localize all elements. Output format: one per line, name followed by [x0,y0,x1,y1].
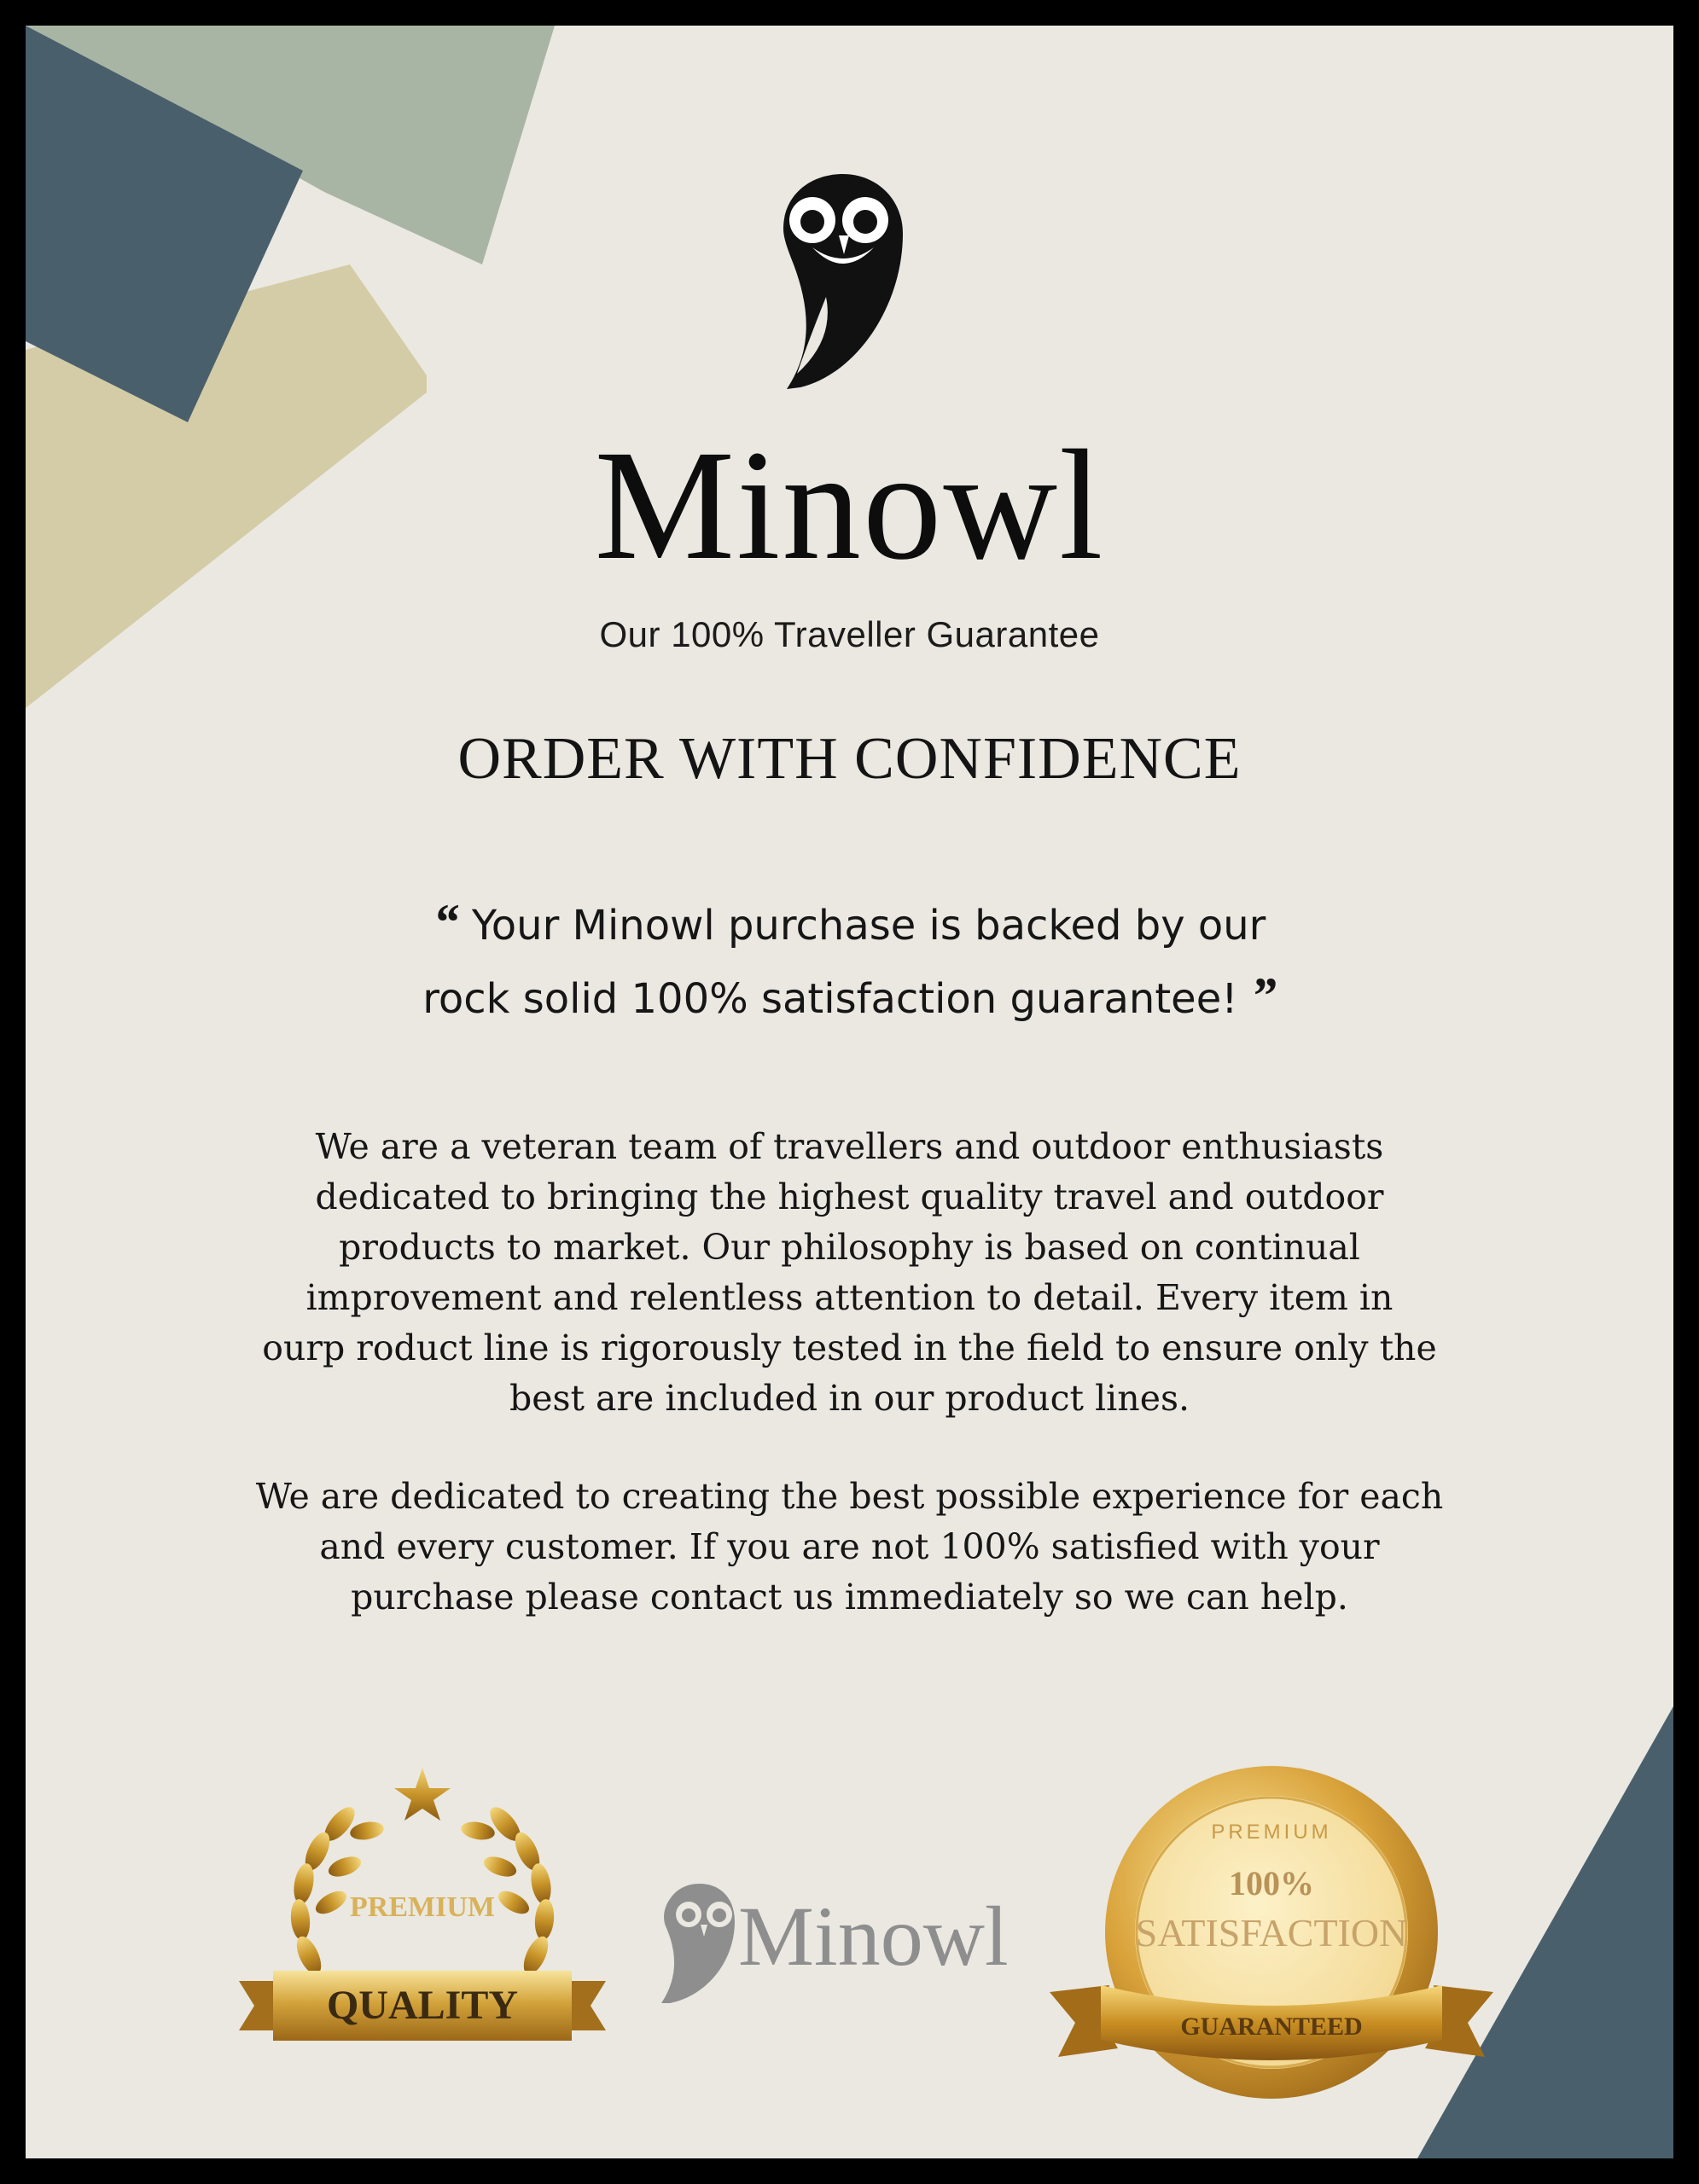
seal-label-text: SATISFACTION [1135,1911,1408,1955]
brand-tagline: Our 100% Traveller Guarantee [599,614,1100,654]
paragraph-line: ourp roduct line is rigorously tested in the field to ensure only the [262,1327,1437,1368]
paragraph-line: best are included in our product lines. [509,1378,1190,1419]
seal-arc-text: PREMIUM [1211,1821,1332,1844]
paragraph-line: and every customer. If you are not 100% satisfied with your [319,1526,1380,1567]
owl-logo-icon [775,169,911,391]
seal-percent-text: 100% [1229,1864,1314,1902]
paragraph-line: We are a veteran team of travellers and outdoor enthusiasts [315,1126,1384,1167]
quality-top-text: PREMIUM [350,1891,495,1923]
paragraph-line: dedicated to bringing the highest quality travel and outdoor [315,1176,1384,1217]
body-text [26,1122,1673,1623]
paragraph-2 [26,1472,1673,1623]
corner-decoration-top-left [26,26,623,708]
seal-ribbon-text: GUARANTEED [1180,2013,1363,2041]
satisfaction-guarantee-seal [1050,1762,1493,2120]
small-logo-text: Minowl [738,1889,1009,1984]
quote-open-mark: “ [433,894,459,950]
gold-seal-icon [1050,1762,1493,2120]
paragraph-line: We are dedicated to creating the best possible experience for each [255,1476,1444,1517]
quote-line-2-text: rock solid 100% satisfaction guarantee! [422,975,1238,1023]
quote-line-1 [26,887,1673,961]
page-heading: ORDER WITH CONFIDENCE [457,726,1242,792]
quote-line-1-text: Your Minowl purchase is backed by our [471,902,1266,950]
paragraph-line: improvement and relentless attention to detail. Every item in [305,1277,1394,1318]
quality-ribbon-text: QUALITY [326,1983,519,2028]
laurel-wreath-star-icon [239,1757,606,2065]
minowl-small-logo [653,1877,1028,2005]
guarantee-quote [26,887,1673,1034]
paragraph-1 [26,1122,1673,1424]
owl-logo-icon [653,1877,738,2005]
paragraph-line: purchase please contact us immediately so we can help. [351,1577,1348,1618]
guarantee-page [26,26,1673,2158]
brand-name: Minowl [594,418,1105,593]
paragraph-line: products to market. Our philosophy is based on continual [339,1227,1360,1268]
premium-quality-badge [239,1757,606,2065]
quote-line-2 [26,961,1673,1034]
quote-close-mark: ” [1250,967,1277,1024]
